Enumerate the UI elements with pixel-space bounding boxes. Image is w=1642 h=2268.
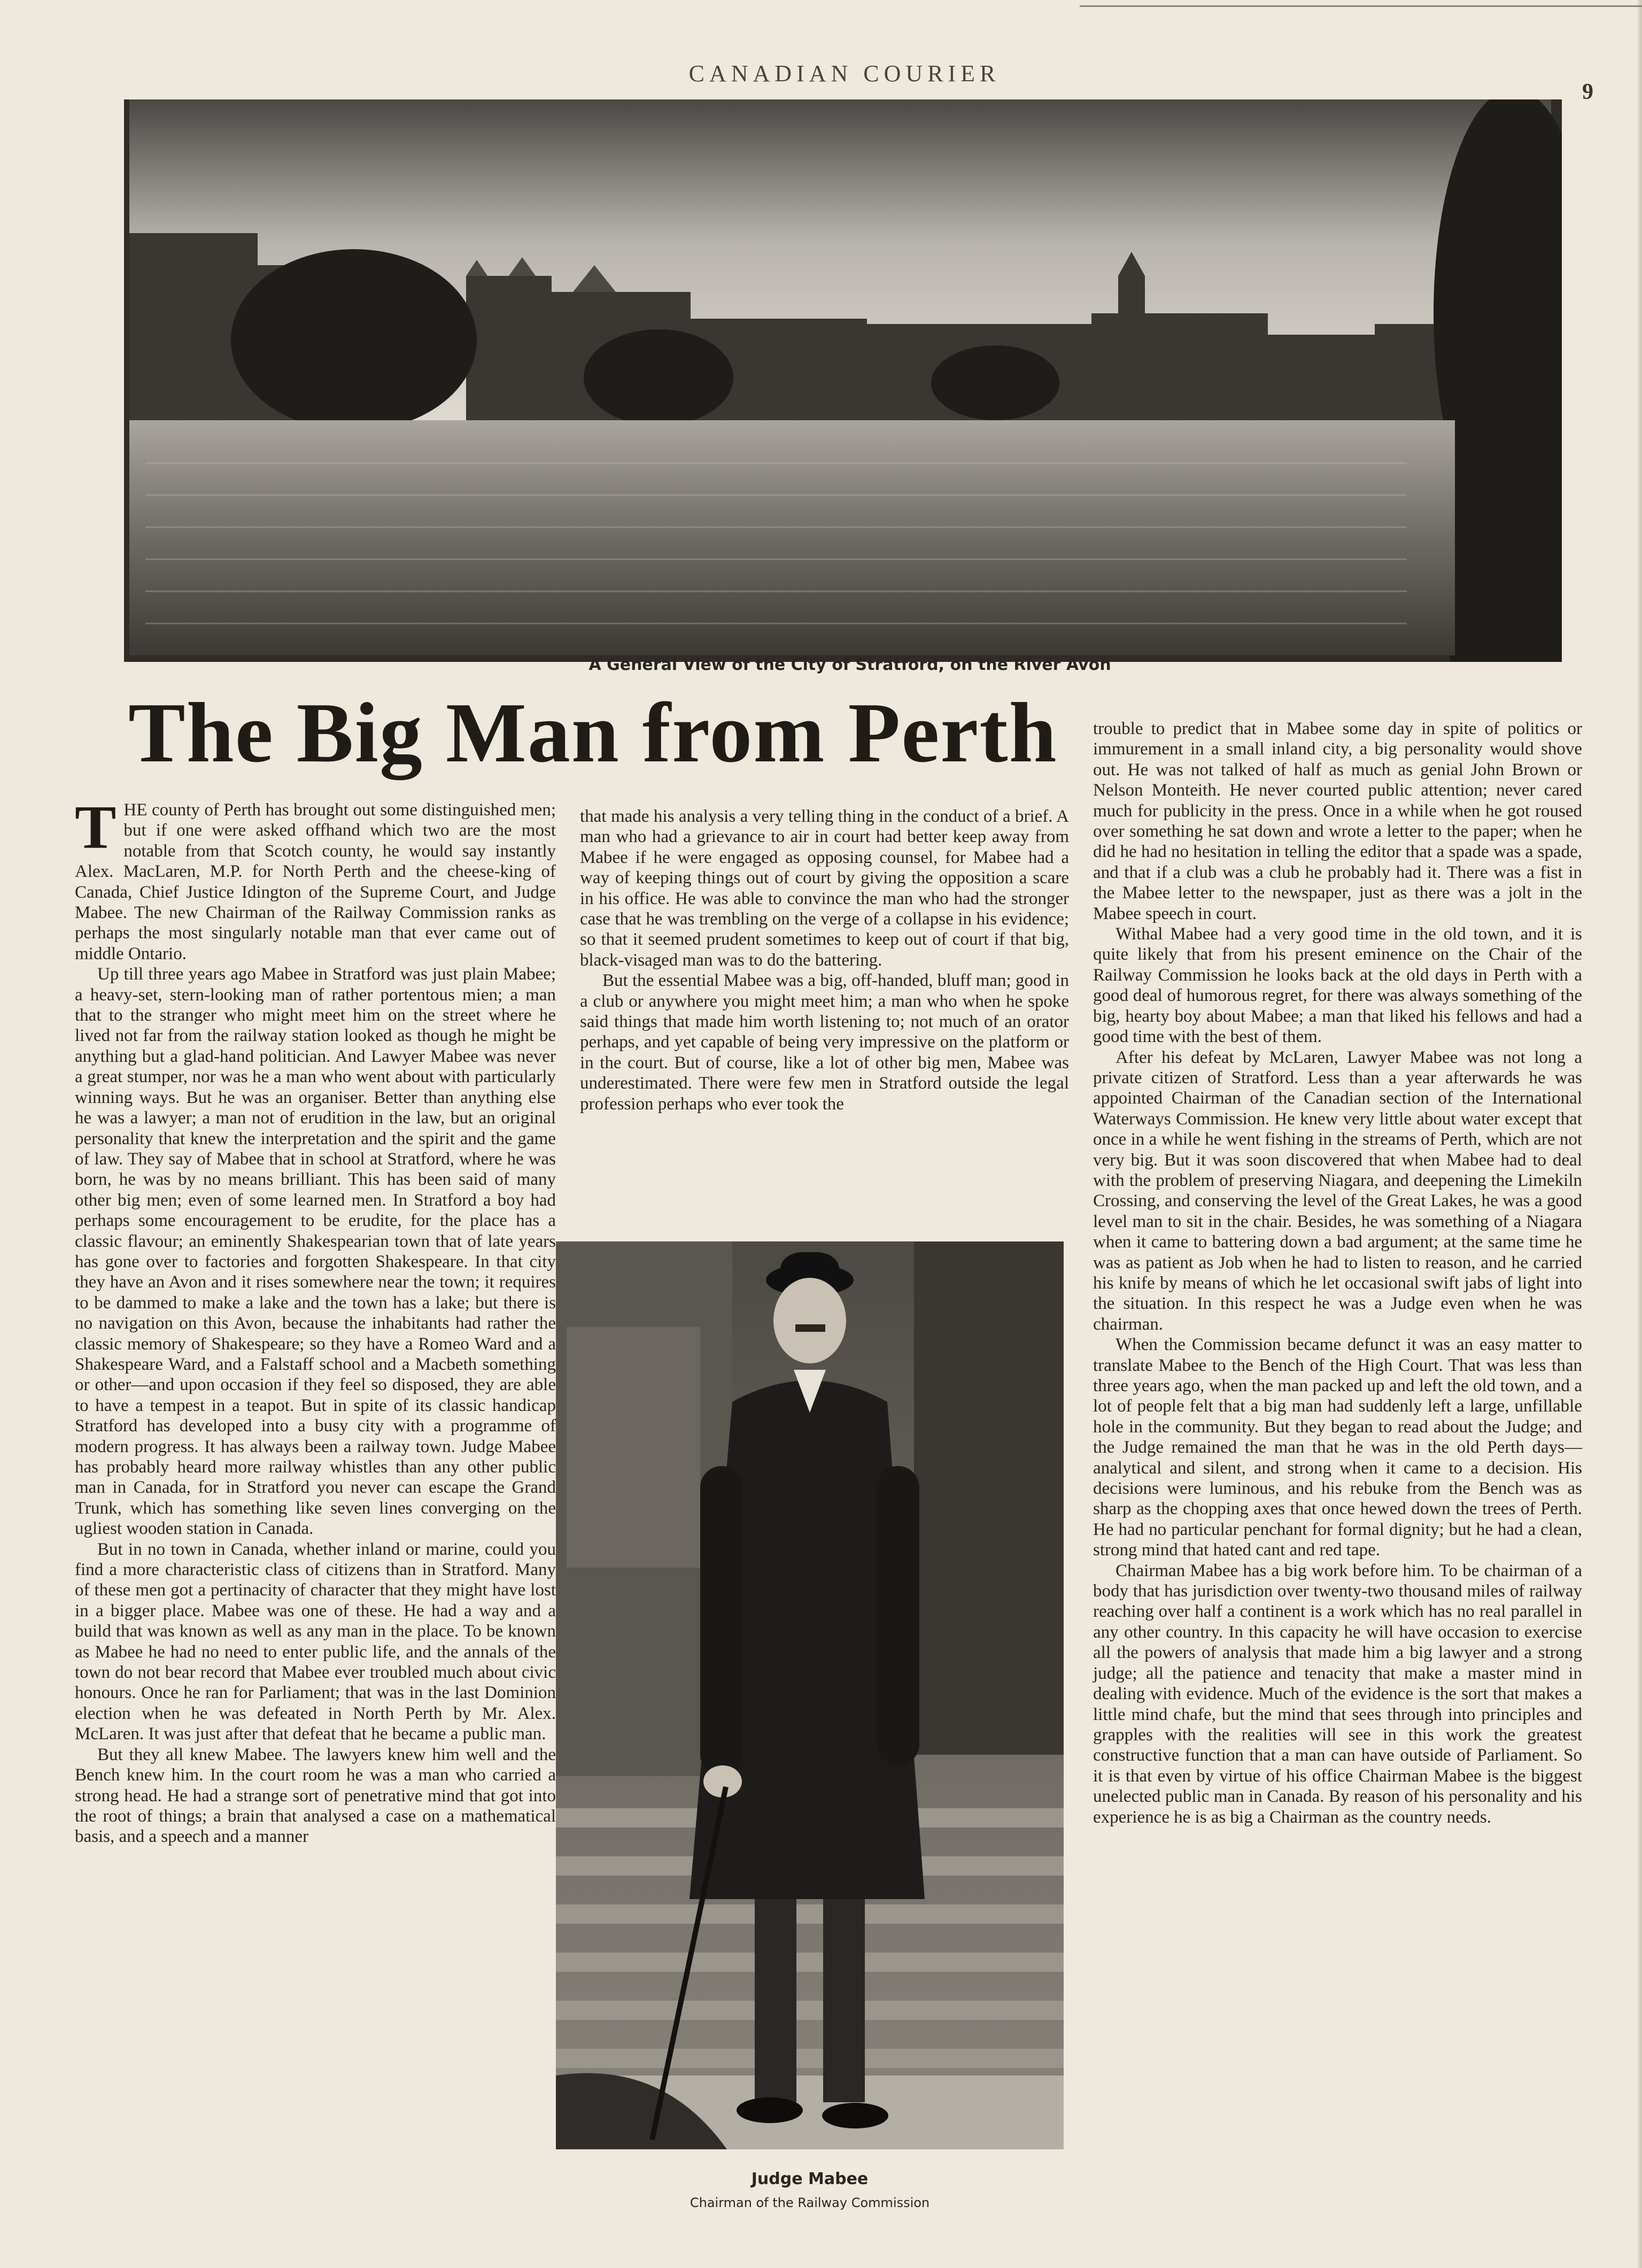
paragraph: But they all knew Mabee. The lawyers knew him well and the Bench knew him. In the court room he was a man who carried a strong head. He had a strange sort of penetrative mind that got into the root of things; a brain that analysed a case on a mathematical basis, and a speech and a manner [75,1745,556,1847]
paragraph: But the essential Mabee was a big, off-handed, bluff man; good in a club or anywhere you might meet him; a man who when he spoke said things that made him worth listening to; not much of an orator perhaps, and yet capable of being very impressive on the platform or in the court. But of course, like a lot of other big men, Mabee was underestimated. There were few men in Stratford outside the legal profession perhaps who ever took the [580,971,1069,1114]
paragraph-text: HE county of Perth has brought out some distinguished men; but if one were asked offhand which two are the most notable from that Scotch county, he would say instantly Alex. MacLaren, M.P. for North Perth and the cheese-king of Canada, Chief Justice Idington of the Supreme Court, and Judge Mabee. The new Chairman of the Railway Commission ranks as perhaps the most singularly notable man that ever came out of middle Ontario. [75,800,556,963]
mabee-caption-name: Judge Mabee [751,2170,869,2188]
paragraph: When the Commission became defunct it was an easy matter to translate Mabee to the Bench of the High Court. That was less than three years ago, when the man packed up and left the old town, and a lot of people felt that a big man had suddenly left a large, unfillable hole in the community. But they began to read about the Judge; and the Judge remained the man that he was in the old Perth days—analytical and silent, and strong when it came to a decision. His decisions were luminous, and his rebuke from the Bench was as sharp as the chopping axes that once hewed down the trees of Perth. He had no particular penchant for formal dignity; but he had a clean, strong mind that hated cant and red tape. [1093,1335,1582,1560]
page-edge [1638,0,1642,2268]
stratford-photo [124,99,1562,662]
top-rule [1080,5,1642,7]
masthead: CANADIAN COURIER [688,60,1001,87]
article-column-1 [75,793,556,1847]
paragraph: Withal Mabee had a very good time in the old town, and it is quite likely that from his present eminence on the Chair of the Railway Commission he looks back at the old days in Perth with a good deal of humorous regret, for there was always something of the big, hearty boy about Mabee; a man that liked his fellows and had a good time with the best of them. [1093,924,1582,1047]
article-column-3 [1093,719,1582,1827]
paragraph: trouble to predict that in Mabee some day in spite of politics or immurement in a small inland city, a big personality would shove out. He was not talked of half as much as genial John Brown or Nelson Monteith. He never courted public attention; never cared much for publicity in the press. Once in a while when he got roused over something he sat down and wrote a letter to the paper; when he did he had no hesitation in telling the editor that a spade was a spade, and that if a club was a club he probably had it. There was a fist in the Mabee letter to the newspaper, just as there was a jolt in the Mabee speech in court. [1093,719,1582,923]
stratford-caption: A General View of the City of Stratford, on the River Avon [588,655,1111,674]
paragraph: Up till three years ago Mabee in Stratford was just plain Mabee; a heavy-set, stern-looking man of rather portentous mien; a man that to the stranger who might meet him on the street where he lived not far from the railway station looked as though he might be anything but a glad-hand politician. And Lawyer Mabee was never a great stumper, nor was he a man who went about with particularly winning ways. But he was an organiser. Better than anything else he was a lawyer; a man not of erudition in the law, but an original personality that knew the interpretation and the spirit and the game of law. They say of Mabee that in school at Stratford, where he was born, he was by no means brilliant. This has been said of many other big men; even of some learned men. In Stratford a boy had perhaps some encouragement to be erudite, for the place has a classic flavour; an eminently Shakespearian town that of late years has gone over to factories and forgotten Shakespeare. In that city they have an Avon and it rises somewhere near the town; it requires to be dammed to make a lake and the town has a lake; but there is no navigation on this Avon, because the inhabitants had rather the classic memory of Shakespeare; so they have a Romeo Ward and a Shakespeare Ward, and a Falstaff school and a Macbeth something or other—and upon occasion if they feel so disposed, they are able to have a tempest in a teapot. But in spite of its classic handicap Stratford has developed into a busy city with a programme of modern progress. It has always been a railway town. Judge Mabee has probably heard more railway whistles than any other public man in Canada, for in Stratford you never can escape the Grand Trunk, which has something like seven lines converging on the ugliest wooden station in Canada. [75,965,556,1539]
article-column-2 [580,806,1069,1114]
mabee-caption-role: Chairman of the Railway Commission [690,2195,930,2210]
paragraph: But in no town in Canada, whether inland or marine, could you find a more characteristic class of citizens than in Stratford. Many of these men got a pertinacity of character that they might have lost in a bigger place. Mabee was one of these. He had a way and a build that was known as well as any man in the place. To be known as Mabee he had no need to enter public life, and the annals of the town do not bear record that Mabee ever troubled much about civic honours. Once he ran for Parliament; that was in the last Dominion election when he was defeated in North Perth by Mr. Alex. McLaren. It was just after that defeat that he became a public man. [75,1539,556,1744]
drop-cap: T [75,793,117,862]
judge-mabee-photo [556,1241,1064,2149]
paragraph: that made his analysis a very telling thing in the conduct of a brief. A man who had a grievance to air in court had better keep away from Mabee if he were engaged as opposing counsel, for Mabee had a way of keeping things out of court by giving the opposition a scare in his office. He was able to convince the man who had the stronger case that he was trembling on the verge of a collapse in his evidence; so that it seemed prudent sometimes to keep out of court if that big, black-visaged man was to do the battering. [580,807,1069,970]
first-paragraph [75,793,556,964]
paragraph: After his defeat by McLaren, Lawyer Mabee was not long a private citizen of Stratford. Less than a year afterwards he was appointed Chairman of the Canadian section of the International Waterways Commission. He knew very little about water except that once in a while he went fishing in the streams of Perth, which are not very big. But it was soon discovered that when Mabee had to deal with the problem of preserving Niagara, and deepening the Limekiln Crossing, and conserving the level of the Great Lakes, he was a good level man to sit in the chair. Besides, he was something of a Niagara when it came to battering down a bad argument; at the same time he was as patient as Job when he had to listen to reason, and he carried his knife by means of which he let occasional swift jabs of light into the situation. In this respect he was a Judge even when he was chairman. [1093,1047,1582,1334]
paragraph: Chairman Mabee has a big work before him. To be chairman of a body that has jurisdiction over twenty-two thousand miles of railway reaching over half a continent is a work which has no real parallel in any other country. In this capacity he will have occasion to exercise all the powers of analysis that made him a big lawyer and a strong judge; all the patience and tenacity that make a master mind in dealing with evidence. Much of the evidence is the sort that makes a little mind chafe, but the mind that sees through into principles and grapples with the realities will see in this work the greatest constructive function that a man can have outside of Parliament. So it is that even by virtue of his office Chairman Mabee is the biggest unelected public man in Canada. By reason of his personality and his experience he is as big a Chairman as the country needs. [1093,1561,1582,1827]
page-number: 9 [1582,80,1593,104]
headline: The Big Man from Perth [128,685,1058,780]
